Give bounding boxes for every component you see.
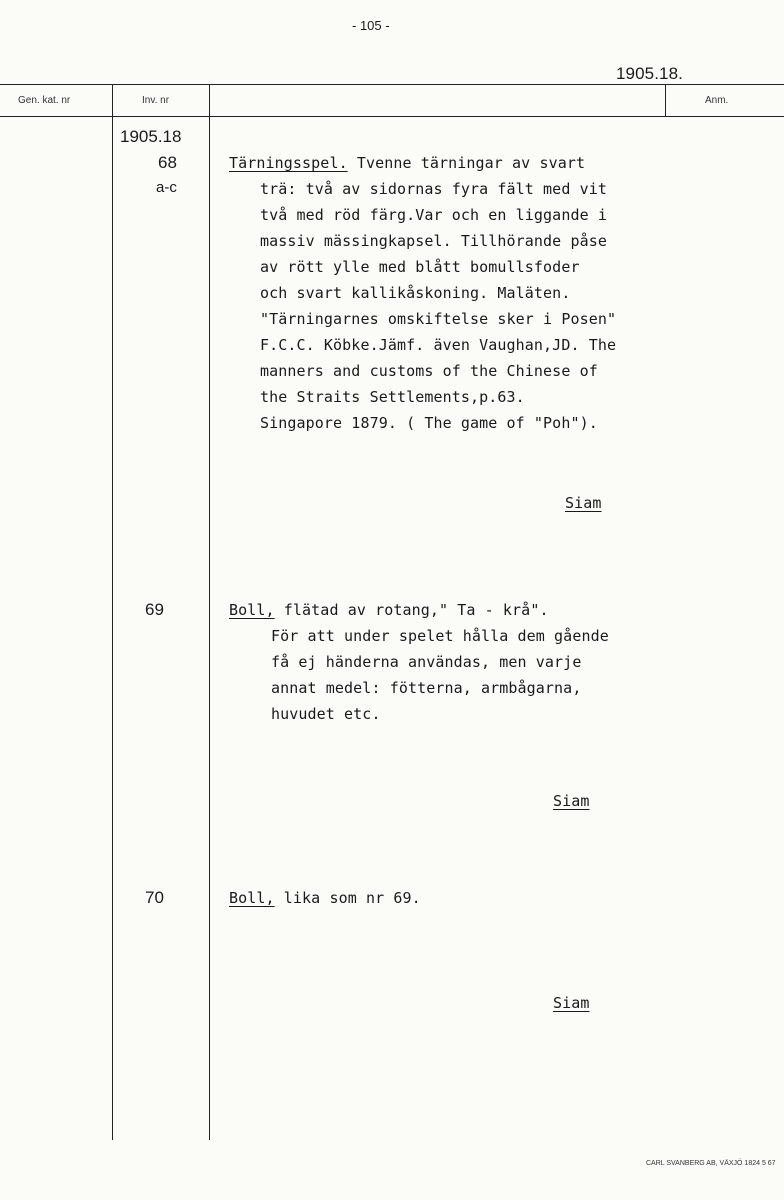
entry-line: annat medel: fötterna, armbågarna, <box>271 679 582 697</box>
entry-first-line <box>229 154 585 172</box>
entry-description: flätad av rotang," Ta - krå". <box>274 601 549 619</box>
entry-line: För att under spelet hålla dem gående <box>271 627 609 645</box>
header-bottom-rule <box>0 116 784 117</box>
year-header: 1905.18. <box>616 64 683 83</box>
entry-line: F.C.C. Köbke.Jämf. även Vaughan,JD. The <box>260 336 617 354</box>
column-divider-1 <box>112 84 113 1140</box>
column-divider-2 <box>209 84 210 1140</box>
entry-origin: Siam <box>565 494 602 512</box>
column-divider-3 <box>665 84 666 116</box>
inv-number: 70 <box>145 888 164 907</box>
entry-title: Boll, <box>229 889 275 907</box>
inv-number: 68 <box>158 153 177 172</box>
entry-title: Tärningsspel. <box>229 154 348 172</box>
entry-line: "Tärningarnes omskiftelse sker i Posen" <box>260 310 617 328</box>
inv-sub-range: a-c <box>156 179 177 196</box>
entry-description: Tvenne tärningar av svart <box>347 154 586 172</box>
entry-line: få ej händerna användas, men varje <box>271 653 582 671</box>
column-header-gen-kat: Gen. kat. nr <box>18 95 71 106</box>
entry-line: manners and customs of the Chinese of <box>260 362 598 380</box>
entry-origin: Siam <box>553 994 590 1012</box>
entry-line: och svart kallikåskoning. Maläten. <box>260 284 571 302</box>
entry-line: av rött ylle med blått bomullsfoder <box>260 258 580 276</box>
page-number: - 105 - <box>352 18 390 33</box>
entry-line: Singapore 1879. ( The game of "Poh"). <box>260 414 598 432</box>
entry-origin: Siam <box>553 792 590 810</box>
entry-description: lika som nr 69. <box>274 889 421 907</box>
entry-line: trä: två av sidornas fyra fält med vit <box>260 180 607 198</box>
entry-line: the Straits Settlements,p.63. <box>260 388 525 406</box>
inv-number: 69 <box>145 600 164 619</box>
entry-line: massiv mässingkapsel. Tillhörande påse <box>260 232 607 250</box>
footer-imprint: CARL SVANBERG AB, VÄXJÖ 1824 5 67 <box>646 1160 776 1167</box>
column-header-anm: Anm. <box>705 95 729 106</box>
column-header-inv: Inv. nr <box>142 95 170 106</box>
inv-number-year: 1905.18 <box>120 127 182 146</box>
entry-line: huvudet etc. <box>271 705 381 723</box>
header-top-rule <box>0 84 784 85</box>
entry-title: Boll, <box>229 601 275 619</box>
entry-line: två med röd färg.Var och en liggande i <box>260 206 607 224</box>
entry-first-line <box>229 889 421 907</box>
entry-first-line <box>229 601 549 619</box>
